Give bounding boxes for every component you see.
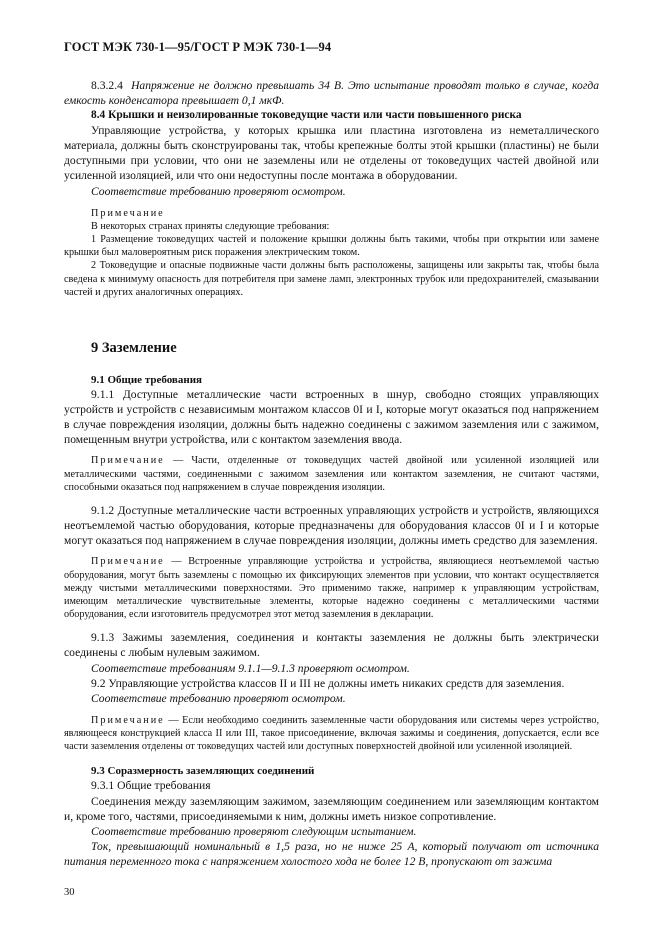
paragraph-9-3-1: Соединения между заземляющим зажимом, заземляющим соединением или заземляющим контактом и, кроме того, частями, присоединяемыми к ним, должны иметь низкое сопротивление. (64, 794, 599, 823)
paragraph-9-2: 9.2 Управляющие устройства классов II и III не должны иметь никаких средств для заземления. (91, 676, 565, 690)
check-statement: Соответствие требованию проверяют следующим испытанием. (91, 824, 417, 838)
paragraph-8-4: Управляющие устройства, у которых крышка или пластина изготовлена из неметаллического материала, должны быть сконструированы так, чтобы крепежные болты этой крышки (пластины) не были доступными при условии, что они не заземлены или не отделены от токоведущих частей двойной или усиленной изоляцией, или что они недоступны после монтажа в оборудовании. (64, 124, 599, 183)
clause-text: Напряжение не должно превышать 34 В. Это испытание проводят только в случае, когда емкость конденсатора превышает 0,1 мкФ. (64, 79, 600, 108)
test-description: Ток, превышающий номинальный в 1,5 раза, но не ниже 25 А, который получают от источника питания переменного тока с напряжением холостого хода не более 12 В, пропускают от зажима (64, 839, 599, 868)
note-lead: Примечание (91, 714, 165, 726)
note-lead: Примечание (91, 556, 165, 568)
note-9-2 (64, 714, 599, 754)
page-number: 30 (64, 887, 75, 898)
section-9-title: 9 Заземление (91, 340, 177, 357)
note-9-1-1 (64, 454, 599, 494)
section-9-1-title: 9.1 Общие требования (91, 374, 202, 387)
check-statement: Соответствие требованиям 9.1.1—9.1.3 проверяют осмотром. (91, 661, 410, 675)
note-text: — Части, отделенные от токоведущих частей двойной или усиленной изоляцией или металлическими частями, соединенными с зажимом заземления или контактом заземления, не считают частями, способными оказаться под напряжением в случае повреждения изоляции. (64, 455, 600, 493)
note-item-1: 1 Размещение токоведущих частей и положение крышки должны быть такими, чтобы при открытии или замене крышки был маловероятным риск поражения электрическим током. (64, 234, 599, 259)
note-label: Примечание (91, 207, 165, 219)
note-intro: В некоторых странах приняты следующие требования: (91, 220, 330, 232)
paragraph-9-1-1: 9.1.1 Доступные металлические части встроенных в шнур, свободно стоящих управляющих устройств и устройств с независимым монтажом классов 0I и I, которые могут оказаться под напряжением в случае повреждения изоляции, должны быть надежно соединены с зажимом заземления или с зажимом, помещенным внутри устройства, или с контактом заземления ввода. (64, 388, 599, 447)
note-lead: Примечание (91, 455, 165, 467)
check-statement: Соответствие требованию проверяют осмотром. (91, 691, 346, 705)
note-text: — Встроенные управляющие устройства и устройства, являющиеся неотъемлемой частью оборудования, могут быть заземлены с помощью их фиксирующих элементов при условии, что контакт осуществляется между чистыми металлическими поверхностями. Это применимо также, например к управляющим устройствам, имеющим металлические чувствительные элементы, которые надежно соединены с металлическими частями оборудования, если изготовитель предусмотрел этот метод заземления в декларации. (64, 556, 600, 621)
running-header: ГОСТ МЭК 730-1—95/ГОСТ Р МЭК 730-1—94 (64, 40, 332, 54)
clause-number: 8.3.2.4 (91, 79, 123, 92)
section-9-3-title: 9.3 Соразмерность заземляющих соединений (91, 765, 315, 778)
note-text: — Если необходимо соединить заземленные части оборудования или системы через устройство, являющееся конструкцией класса II или III, такое присоединение, включая зажимы и соединения, допускается, если все части заземления отделены от токоведущих частей или доступных поверхностей двойной или усиленной изоляцией. (64, 714, 599, 753)
paragraph-9-1-3: 9.1.3 Зажимы заземления, соединения и контакты заземления не должны быть электрически соединены с любым нулевым зажимом. (64, 631, 599, 660)
section-8-4-title: 8.4 Крышки и неизолированные токоведущие части или части повышенного риска (91, 109, 522, 122)
paragraph-9-1-2: 9.1.2 Доступные металлические части встроенных управляющих устройств и устройств, являющихся неотъемлемой частью оборудования, которые предназначены для оборудования классов 0I и I и которые могут оказаться под напряжением в случае повреждения изоляции, должны иметь средство для заземления. (64, 504, 599, 548)
paragraph-8-3-2-4 (64, 78, 599, 108)
subsection-9-3-1-title: 9.3.1 Общие требования (91, 779, 211, 793)
note-9-1-2 (64, 555, 599, 621)
page-body (64, 78, 599, 869)
check-statement: Соответствие требованию проверяют осмотром. (91, 184, 346, 198)
note-item-2: 2 Токоведущие и опасные подвижные части должны быть расположены, защищены или закрыты так, чтобы была сведена к минимуму опасность для потребителя при замене ламп, электронных трубок или предохранителей, смазывании частей и других аналогичных операциях. (64, 260, 599, 298)
